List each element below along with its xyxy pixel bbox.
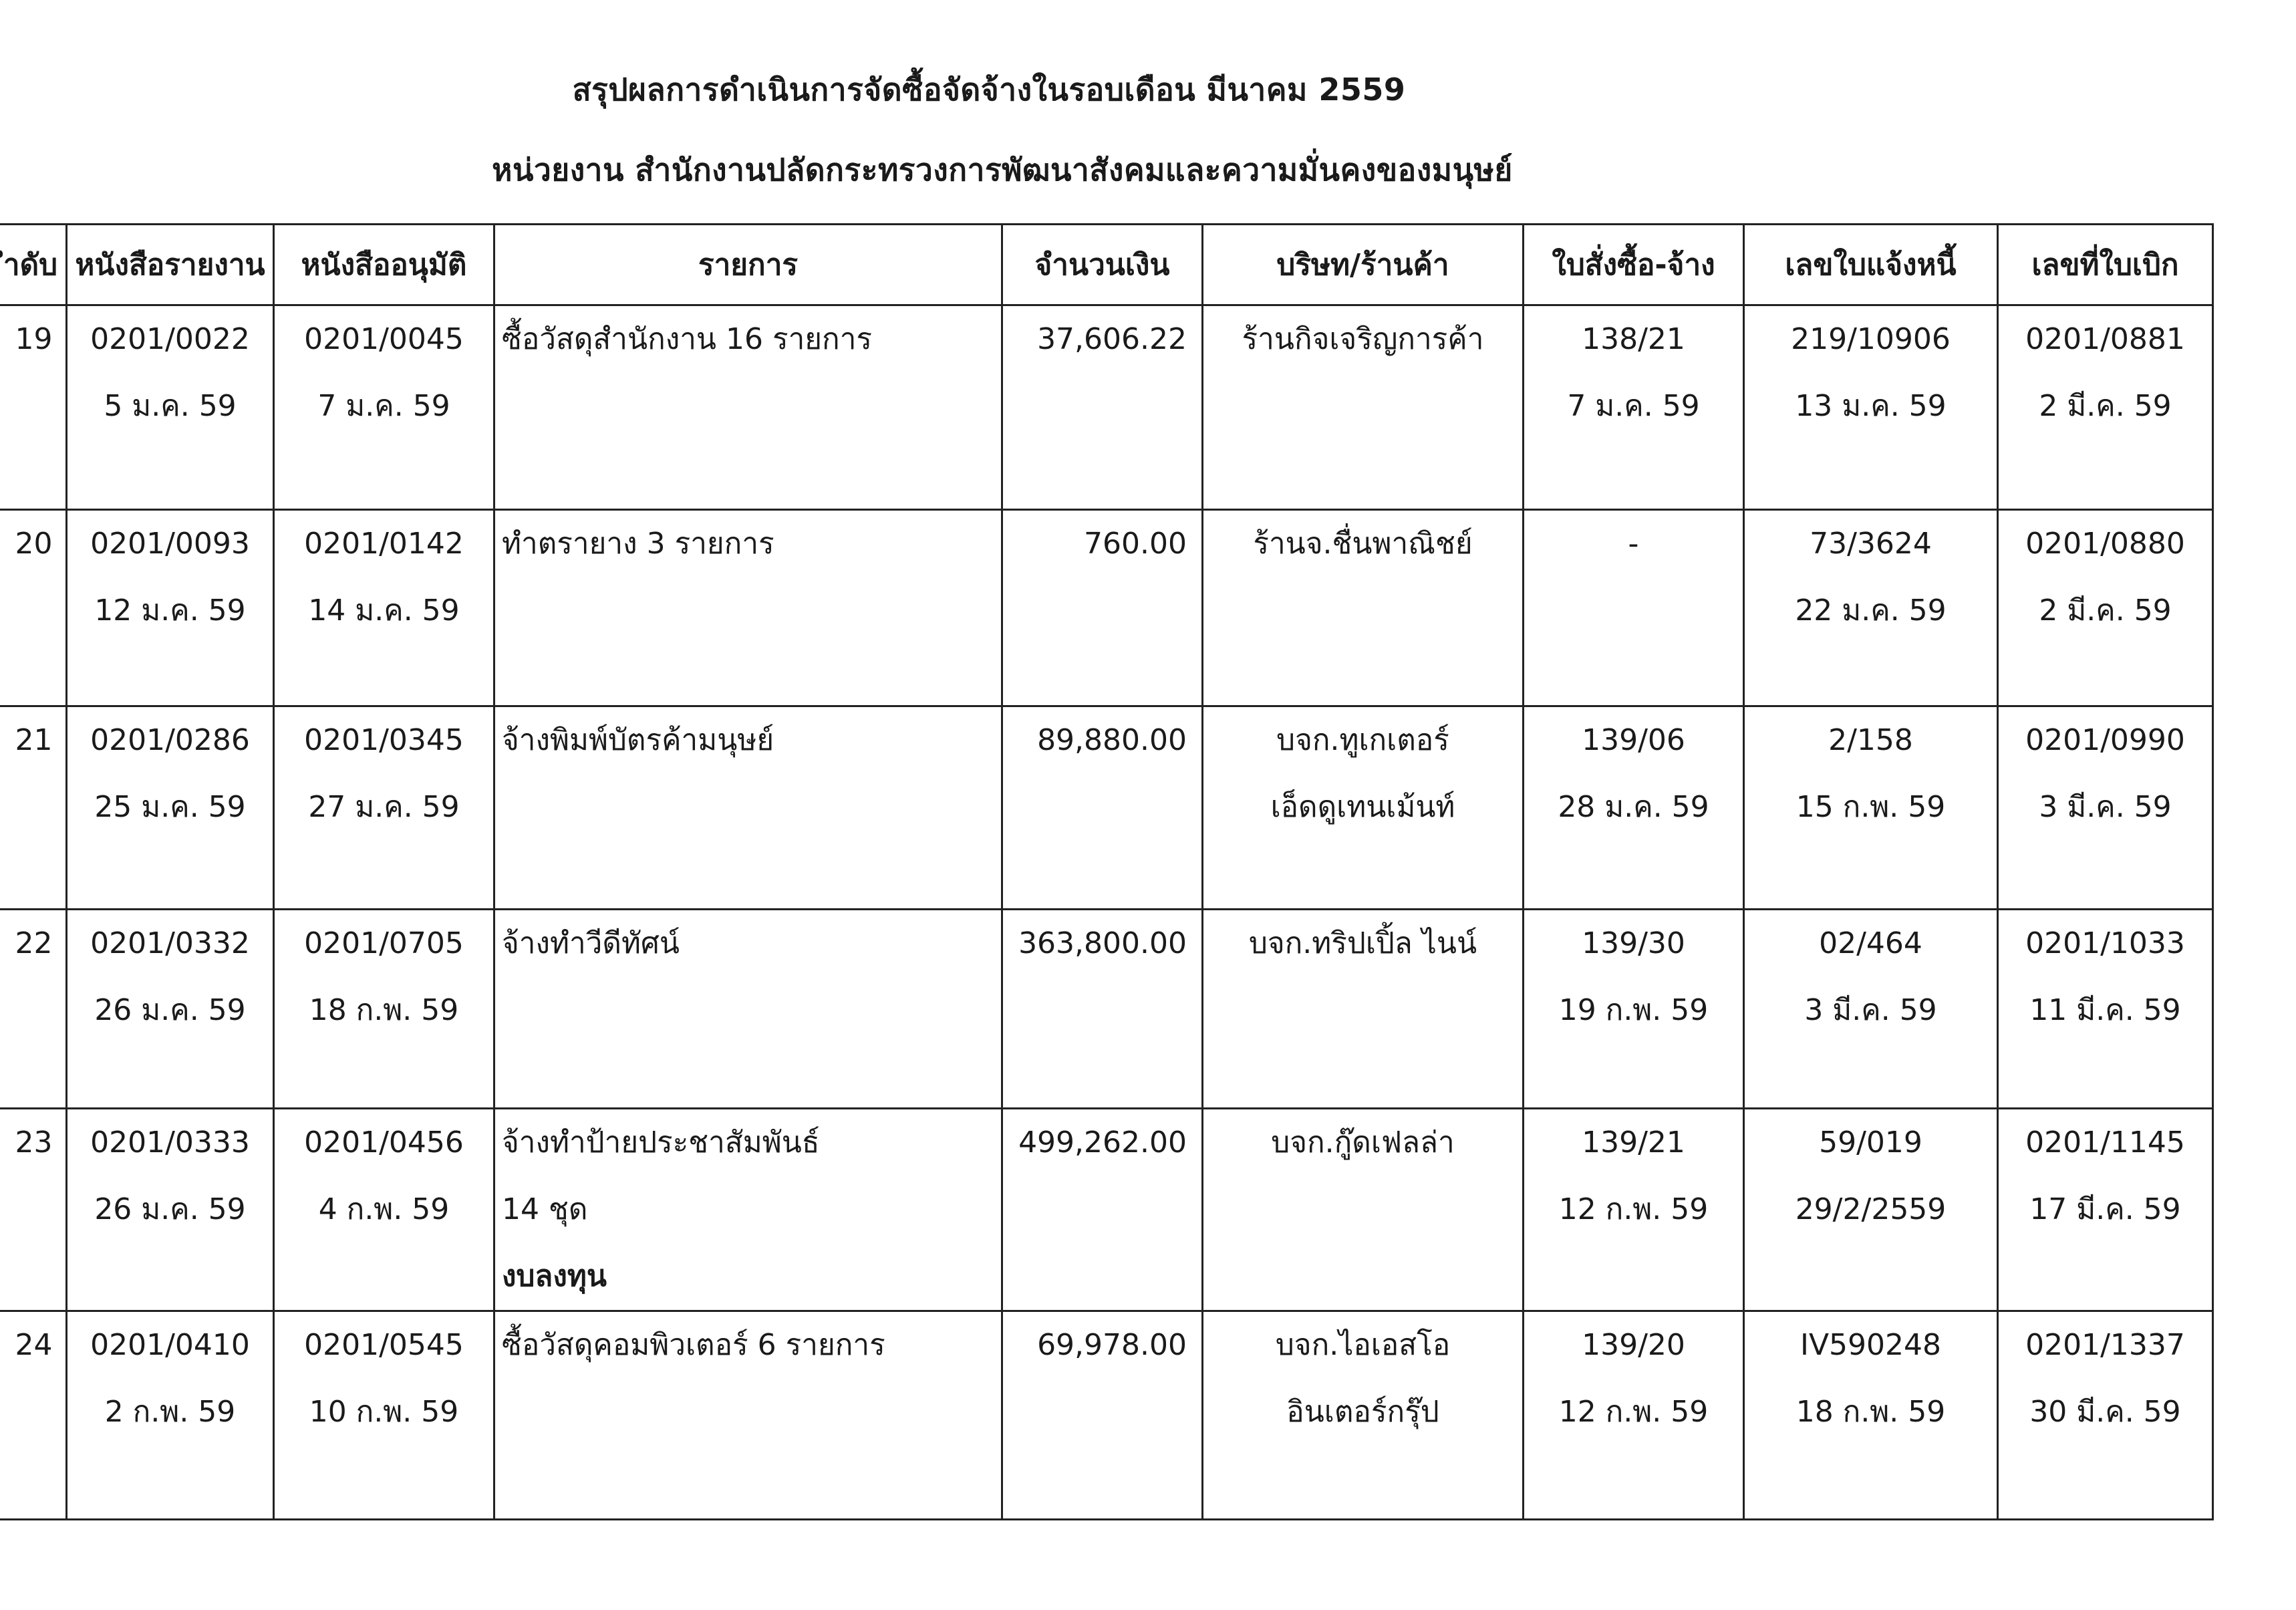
item-cell [494,510,1002,706]
report-date: 12 ม.ค. 59 [94,593,246,628]
vendor-cell [1203,305,1524,510]
report-doc-cell [67,510,274,706]
invoice-cell [1744,305,1998,510]
approve-number: 0201/0142 [304,527,464,561]
seq-value: 23 [15,1125,53,1160]
po-date: 19 ก.พ. 59 [1558,993,1709,1027]
approve-doc-cell [274,510,494,706]
disbursement-date: 2 มี.ค. 59 [2039,389,2172,423]
amount-value: 363,800.00 [1018,926,1187,960]
amount-cell [1002,706,1203,910]
disbursement-date: 17 มี.ค. 59 [2029,1192,2181,1226]
invoice-cell [1744,1311,1998,1520]
po-date: 12 ก.พ. 59 [1558,1395,1709,1429]
invoice-number: 219/10906 [1791,322,1951,356]
report-number: 0201/0332 [90,926,250,960]
invoice-date: 3 มี.ค. 59 [1804,993,1937,1027]
col-report-header: หนังสือรายงาน [67,225,274,305]
po-number: 139/20 [1582,1328,1685,1362]
approve-doc-cell [274,305,494,510]
invoice-cell [1744,510,1998,706]
po-cell [1524,1311,1744,1520]
approve-number: 0201/0345 [304,723,464,757]
report-date: 26 ม.ค. 59 [94,993,246,1027]
po-number: 139/30 [1582,926,1685,960]
invoice-number: 59/019 [1819,1125,1922,1160]
disbursement-cell [1998,305,2213,510]
vendor-cell [1203,510,1524,706]
po-cell [1524,706,1744,910]
disbursement-number: 0201/1337 [2025,1328,2185,1362]
disbursement-number: 0201/0880 [2025,527,2185,561]
table-row [0,1311,2213,1520]
disbursement-number: 0201/0881 [2025,322,2185,356]
amount-cell [1002,910,1203,1109]
vendor-name: บจก.ทูเกเตอร์ [1276,723,1449,757]
report-doc-cell [67,1109,274,1311]
po-number: 139/21 [1582,1125,1685,1160]
invoice-number: IV590248 [1800,1328,1942,1362]
seq-value: 24 [15,1328,53,1362]
amount-cell [1002,510,1203,706]
agency-name: หน่วยงาน สำนักงานปลัดกระทรวงการพัฒนาสังคมและความมั่นคงของมนุษย์ [492,152,1513,188]
amount-value: 89,880.00 [1037,723,1187,757]
seq-cell [0,1311,67,1520]
item-cell [494,910,1002,1109]
approve-number: 0201/0045 [304,322,464,356]
invoice-cell [1744,910,1998,1109]
report-number: 0201/0093 [90,527,250,561]
invoice-number: 73/3624 [1810,527,1932,561]
col-amount-header: จำนวนเงิน [1002,225,1203,305]
item-cell [494,1109,1002,1311]
report-doc-cell [67,305,274,510]
item-cell [494,305,1002,510]
invoice-date: 18 ก.พ. 59 [1796,1395,1946,1429]
procurement-table [0,223,2214,1520]
disbursement-cell [1998,910,2213,1109]
po-date: 12 ก.พ. 59 [1558,1192,1709,1226]
disbursement-date: 11 มี.ค. 59 [2029,993,2181,1027]
table-row [0,910,2213,1109]
item-description: จ้างทำป้ายประชาสัมพันธ์ [502,1125,820,1160]
vendor-cell [1203,706,1524,910]
po-number: 138/21 [1582,322,1685,356]
disbursement-number: 0201/0990 [2025,723,2185,757]
table-row [0,305,2213,510]
disbursement-number: 0201/1033 [2025,926,2185,960]
table-row [0,510,2213,706]
disbursement-date: 3 มี.ค. 59 [2039,790,2172,824]
vendor-name-cont: เอ็ดดูเทนเม้นท์ [1270,790,1455,824]
vendor-name: บจก.ทริปเปิ้ล ไนน์ [1248,926,1477,960]
seq-cell [0,510,67,706]
amount-cell [1002,1311,1203,1520]
amount-cell [1002,305,1203,510]
col-item-header: รายการ [494,225,1002,305]
invoice-date: 29/2/2559 [1795,1192,1947,1226]
po-number: 139/06 [1582,723,1685,757]
seq-cell [0,305,67,510]
report-number: 0201/0022 [90,322,250,356]
approve-date: 18 ก.พ. 59 [309,993,459,1027]
col-seq-header: ำดับ [0,225,67,305]
approve-date: 14 ม.ค. 59 [308,593,460,628]
vendor-name: ร้านกิจเจริญการค้า [1242,322,1484,356]
disbursement-cell [1998,1311,2213,1520]
vendor-name: บจก.กู๊ดเฟลล่า [1271,1125,1455,1160]
po-cell [1524,1109,1744,1311]
disbursement-cell [1998,1109,2213,1311]
invoice-number: 02/464 [1819,926,1922,960]
seq-value: 20 [15,527,53,561]
seq-cell [0,910,67,1109]
amount-value: 37,606.22 [1037,322,1187,356]
po-date: 7 ม.ค. 59 [1567,389,1700,423]
disbursement-cell [1998,706,2213,910]
col-invoice-header: เลขใบแจ้งหนี้ [1744,225,1998,305]
approve-doc-cell [274,1109,494,1311]
invoice-cell [1744,1109,1998,1311]
item-description: ซื้อวัสดุคอมพิวเตอร์ 6 รายการ [502,1328,885,1362]
disbursement-number: 0201/1145 [2025,1125,2185,1160]
po-cell [1524,510,1744,706]
item-description: ทำตรายาง 3 รายการ [502,527,774,561]
report-number: 0201/0333 [90,1125,250,1160]
item-cell [494,1311,1002,1520]
disbursement-date: 30 มี.ค. 59 [2029,1395,2181,1429]
approve-date: 27 ม.ค. 59 [308,790,460,824]
vendor-cell [1203,1311,1524,1520]
report-doc-cell [67,706,274,910]
report-date: 26 ม.ค. 59 [94,1192,246,1226]
report-date: 5 ม.ค. 59 [104,389,237,423]
item-cell [494,706,1002,910]
invoice-date: 22 ม.ค. 59 [1795,593,1947,628]
approve-date: 4 ก.พ. 59 [318,1192,450,1226]
amount-cell [1002,1109,1203,1311]
seq-value: 21 [15,723,53,757]
report-doc-cell [67,910,274,1109]
vendor-name: ร้านจ.ชื่นพาณิชย์ [1253,527,1473,561]
disbursement-cell [1998,510,2213,706]
seq-value: 22 [15,926,53,960]
invoice-number: 2/158 [1828,723,1913,757]
seq-cell [0,706,67,910]
invoice-date: 15 ก.พ. 59 [1796,790,1946,824]
approve-date: 7 ม.ค. 59 [317,389,450,423]
col-approve-header: หนังสืออนุมัติ [274,225,494,305]
report-number: 0201/0410 [90,1328,250,1362]
approve-number: 0201/0705 [304,926,464,960]
vendor-cell [1203,1109,1524,1311]
table-row [0,706,2213,910]
item-budget-note: งบลงทุน [502,1259,607,1293]
report-date: 25 ม.ค. 59 [94,790,246,824]
vendor-name-cont: อินเตอร์กรุ๊ป [1286,1395,1439,1429]
amount-value: 499,262.00 [1018,1125,1187,1160]
report-doc-cell [67,1311,274,1520]
col-vendor-header: บริษท/ร้านค้า [1203,225,1524,305]
approve-doc-cell [274,910,494,1109]
item-description: จ้างทำวีดีทัศน์ [502,926,680,960]
amount-value: 760.00 [1084,527,1187,561]
approve-number: 0201/0456 [304,1125,464,1160]
item-description-cont: 14 ชุด [502,1192,588,1226]
table-row [0,1109,2213,1311]
item-description: ซื้อวัสดุสำนักงาน 16 รายการ [502,322,873,356]
po-cell [1524,910,1744,1109]
report-date: 2 ก.พ. 59 [104,1395,236,1429]
seq-cell [0,1109,67,1311]
approve-date: 10 ก.พ. 59 [309,1395,459,1429]
po-number: - [1628,527,1639,561]
item-description: จ้างพิมพ์บัตรค้ามนุษย์ [502,723,774,757]
vendor-name: บจก.ไอเอสโอ [1275,1328,1451,1362]
col-po-header: ใบสั่งซื้อ-จ้าง [1524,225,1744,305]
approve-doc-cell [274,1311,494,1520]
vendor-cell [1203,910,1524,1109]
po-date: 28 ม.ค. 59 [1558,790,1709,824]
invoice-cell [1744,706,1998,910]
approve-number: 0201/0545 [304,1328,464,1362]
report-number: 0201/0286 [90,723,250,757]
header-row [0,225,2213,305]
disbursement-date: 2 มี.ค. 59 [2039,593,2172,628]
col-disbursement-header: เลขที่ใบเบิก [1998,225,2213,305]
approve-doc-cell [274,706,494,910]
page-title: สรุปผลการดำเนินการจัดซื้อจัดจ้างในรอบเดือน มีนาคม 2559 [572,72,1406,108]
invoice-date: 13 ม.ค. 59 [1795,389,1947,423]
amount-value: 69,978.00 [1037,1328,1187,1362]
po-cell [1524,305,1744,510]
seq-value: 19 [15,322,53,356]
